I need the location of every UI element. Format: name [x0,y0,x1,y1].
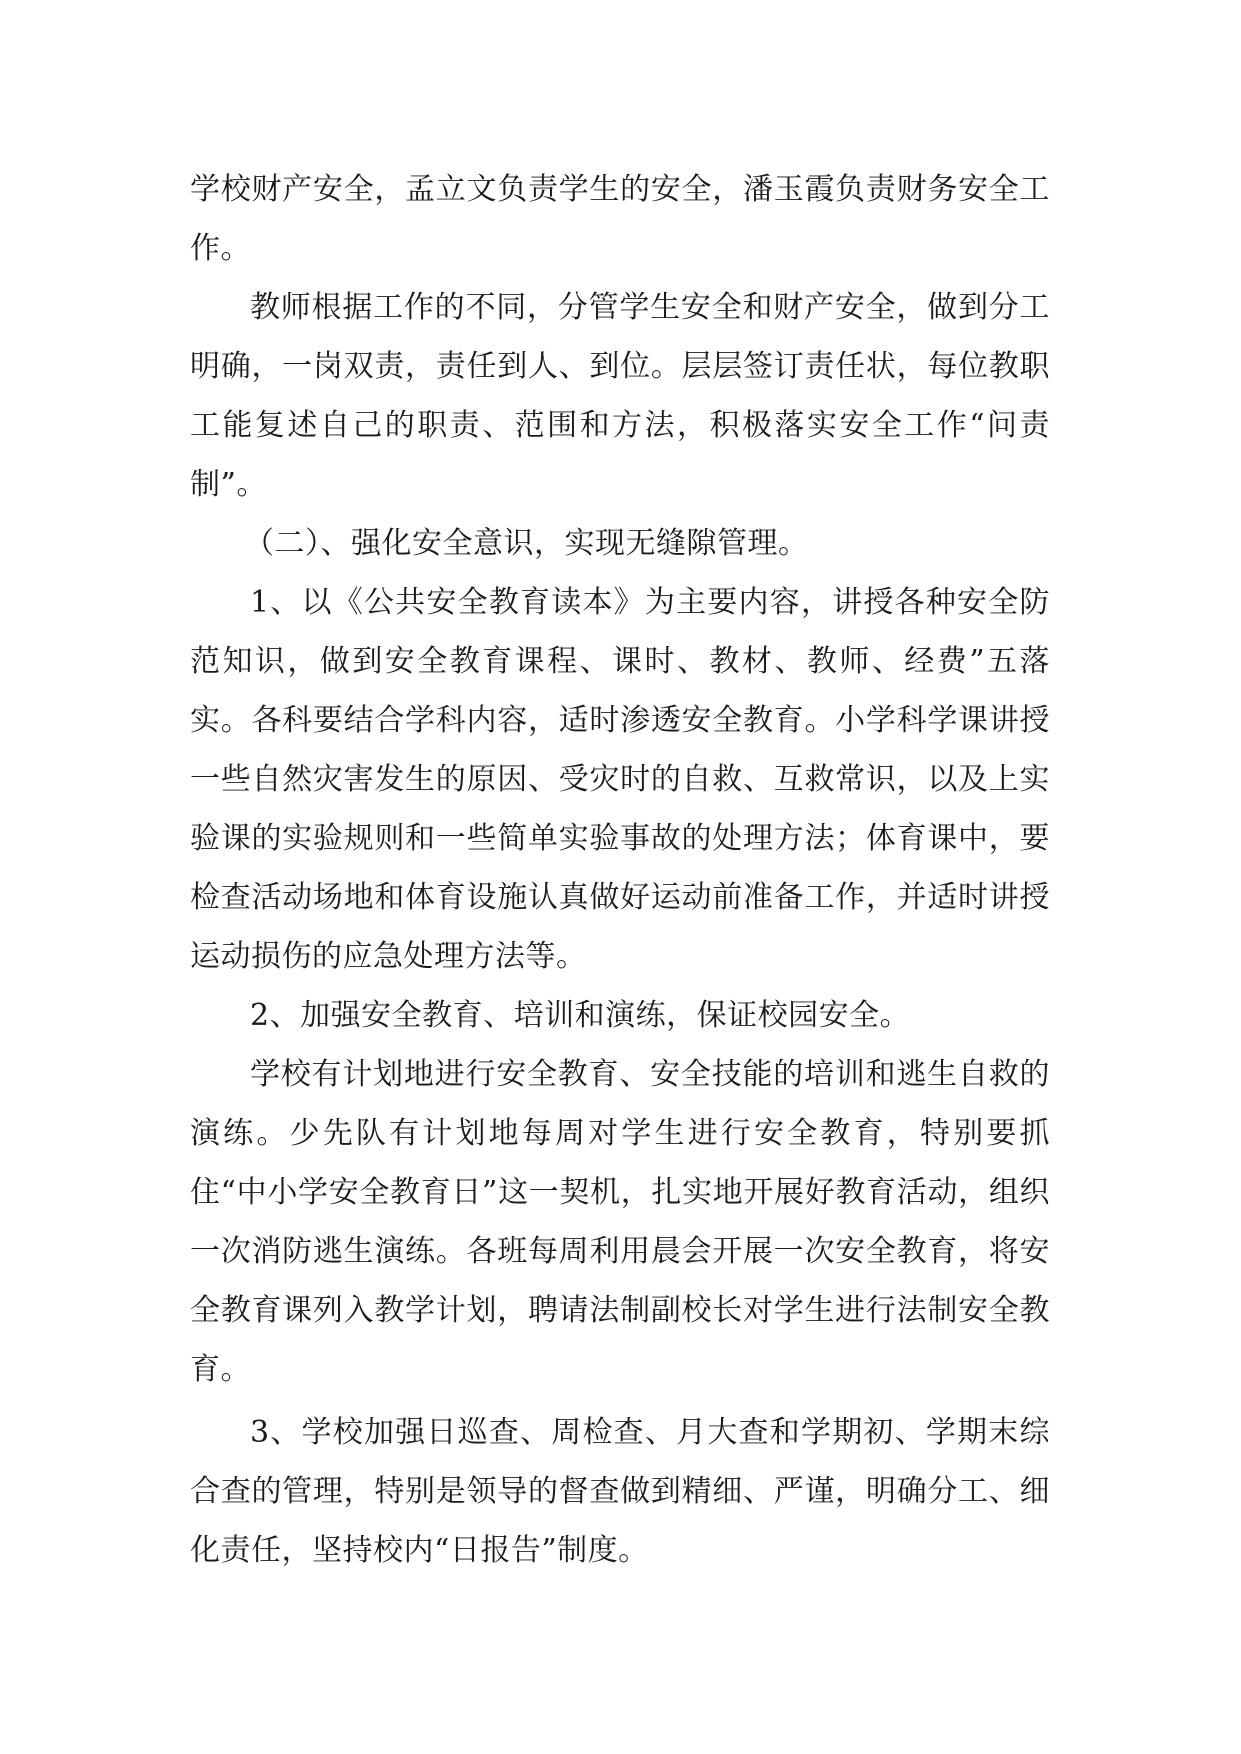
paragraph-item-1: 1、以《公共安全教育读本》为主要内容，讲授各种安全防范知识，做到安全教育课程、课时、教材、教师、经费”五落实。各科要结合学科内容，适时渗透安全教育。小学科学课讲授一些自然灾害发生的原因、受灾时的自救、互救常识，以及上实验课的实验规则和一些简单实验事故的处理方法；体育课中，要检查活动场地和体育设施认真做好运动前准备工作，并适时讲授运动损伤的应急处理方法等。 [190,585,1050,974]
paragraph-item-2-heading: 2、加强安全教育、培训和演练，保证校园安全。 [250,998,911,1033]
paragraph-teacher-duties: 教师根据工作的不同，分管学生安全和财产安全，做到分工明确，一岗双责，责任到人、到位。层层签订责任状，每位教职工能复述自己的职责、范围和方法，积极落实安全工作“问责制”。 [190,290,1050,502]
paragraph-continuation: 学校财产安全，孟立文负责学生的安全，潘玉霞负责财务安全工作。 [190,172,1050,266]
paragraph-item-2-body: 学校有计划地进行安全教育、安全技能的培训和逃生自救的演练。少先队有计划地每周对学生进行安全教育，特别要抓住“中小学安全教育日”这一契机，扎实地开展好教育活动，组织一次消防逃生演练。各班每周利用晨会开展一次安全教育，将安全教育课列入教学计划，聘请法制副校长对学生进行法制安全教育。 [190,1057,1050,1387]
section-heading-2: （二）、强化安全意识，实现无缝隙管理。 [244,526,809,561]
document-body [190,160,1050,1580]
paragraph-item-3: 3、学校加强日巡查、周检查、月大查和学期初、学期末综合查的管理，特别是领导的督查做到精细、严谨，明确分工、细化责任，坚持校内“日报告”制度。 [190,1415,1050,1568]
